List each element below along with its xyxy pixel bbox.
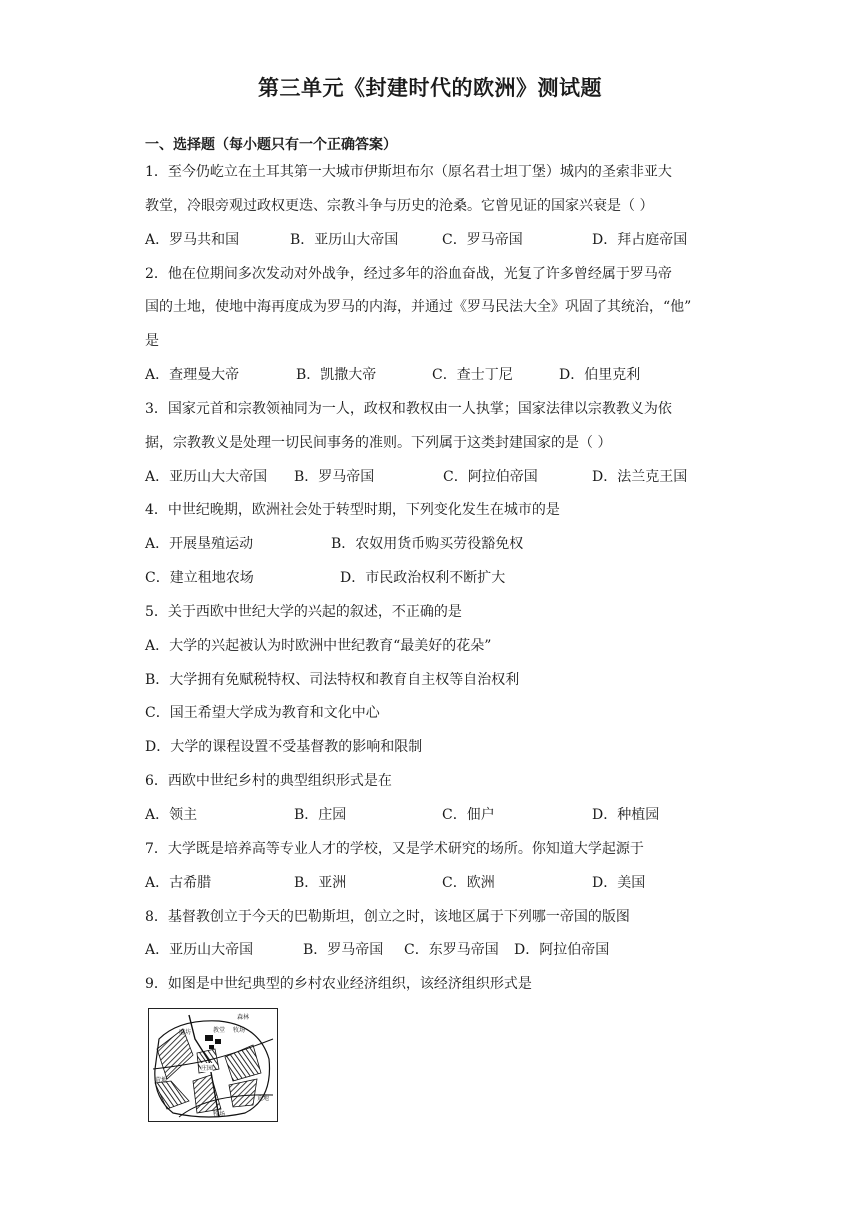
question-4-option-d[interactable]: D．市民政治权利不断扩大 xyxy=(340,570,506,586)
question-6-option-b[interactable]: B．庄园 xyxy=(294,807,347,823)
question-6-option-a[interactable]: A．领主 xyxy=(145,807,198,823)
question-2-line-2: 国的土地，使地中海再度成为罗马的内海，并通过《罗马民法大全》巩固了其统治，“他” xyxy=(145,299,692,315)
question-7-line-1: 7．大学既是培养高等专业人才的学校，又是学术研究的场所。你知道大学起源于 xyxy=(145,841,644,857)
question-8-option-a[interactable]: A．亚历山大帝国 xyxy=(145,942,254,958)
question-1-line-2: 教堂，冷眼旁观过政权更迭、宗教斗争与历史的沧桑。它曾见证的国家兴衰是（ ） xyxy=(145,198,654,214)
question-7-option-b[interactable]: B．亚洲 xyxy=(294,875,347,891)
question-3-option-d[interactable]: D．法兰克王国 xyxy=(592,469,688,485)
map-label-church: 教堂 xyxy=(213,1027,226,1034)
section-heading: 一、选择题（每小题只有一个正确答案） xyxy=(145,137,397,153)
question-3-option-c[interactable]: C．阿拉伯帝国 xyxy=(443,469,538,485)
question-3-option-a[interactable]: A．亚历山大大帝国 xyxy=(145,469,268,485)
question-3-line-2: 据，宗教教义是处理一切民间事务的准则。下列属于这类封建国家的是（ ） xyxy=(145,435,612,451)
map-label-mill: 磨坊 xyxy=(179,1029,192,1036)
question-1-line-1: 1．至今仍屹立在土耳其第一大城市伊斯坦布尔（原名君士坦丁堡）城内的圣索非亚大 xyxy=(145,164,672,180)
question-1-option-d[interactable]: D．拜占庭帝国 xyxy=(592,232,688,248)
question-2-line-1: 2．他在位期间多次发动对外战争，经过多年的浴血奋战，光复了许多曾经属于罗马帝 xyxy=(145,266,672,282)
question-3-option-b[interactable]: B．罗马帝国 xyxy=(294,469,375,485)
question-5-option-a[interactable]: A．大学的兴起被认为时欧洲中世纪教育“最美好的花朵” xyxy=(145,638,492,654)
question-1-options xyxy=(145,231,725,249)
question-6-line-1: 6．西欧中世纪乡村的典型组织形式是在 xyxy=(145,773,392,789)
question-4-line-1: 4．中世纪晚期，欧洲社会处于转型时期，下列变化发生在城市的是 xyxy=(145,502,560,518)
question-8-option-c[interactable]: C．东罗马帝国 xyxy=(404,942,499,958)
map-label-manor: 庄园 xyxy=(201,1065,214,1072)
question-4-option-c[interactable]: C．建立租地农场 xyxy=(145,570,254,586)
question-9-line-1: 9．如图是中世纪典型的乡村农业经济组织，该经济组织形式是 xyxy=(145,976,532,992)
question-1-option-c[interactable]: C．罗马帝国 xyxy=(442,232,523,248)
question-5-option-d[interactable]: D．大学的课程设置不受基督教的影响和限制 xyxy=(145,739,423,755)
question-2-option-d[interactable]: D．伯里克利 xyxy=(559,367,641,383)
question-7-options xyxy=(145,874,725,892)
question-5-option-b[interactable]: B．大学拥有免赋税特权、司法特权和教育自主权等自治权利 xyxy=(145,672,520,688)
question-7-option-d[interactable]: D．美国 xyxy=(592,875,646,891)
question-1-option-b[interactable]: B．亚历山大帝国 xyxy=(290,232,399,248)
question-2-option-c[interactable]: C．查士丁尼 xyxy=(432,367,513,383)
question-4-option-a[interactable]: A．开展垦殖运动 xyxy=(145,536,254,552)
question-1-option-a[interactable]: A．罗马共和国 xyxy=(145,232,240,248)
question-7-option-a[interactable]: A．古希腊 xyxy=(145,875,212,891)
question-2-option-a[interactable]: A．查理曼大帝 xyxy=(145,367,240,383)
question-3-options xyxy=(145,468,725,486)
question-8-option-d[interactable]: D．阿拉伯帝国 xyxy=(514,942,610,958)
question-2-options xyxy=(145,366,725,384)
question-4-option-b[interactable]: B．农奴用货币购买劳役豁免权 xyxy=(331,536,524,552)
question-6-option-d[interactable]: D．种植园 xyxy=(592,807,660,823)
question-5-line-1: 5．关于西欧中世纪大学的兴起的叙述，不正确的是 xyxy=(145,604,462,620)
question-3-line-1: 3．国家元首和宗教领袖同为一人，政权和教权由一人执掌；国家法律以宗教教义为依 xyxy=(145,401,672,417)
question-6-option-c[interactable]: C．佃户 xyxy=(442,807,495,823)
map-label-forest: 森林 xyxy=(237,1014,250,1021)
page-title: 第三单元《封建时代的欧洲》测试题 xyxy=(258,76,602,100)
question-8-option-b[interactable]: B．罗马帝国 xyxy=(303,942,384,958)
question-4-options-row-2 xyxy=(145,569,725,587)
question-7-option-c[interactable]: C．欧洲 xyxy=(442,875,495,891)
question-4-options-row-1 xyxy=(145,535,725,553)
map-label-pasture-bottom: 牧场 xyxy=(213,1111,226,1118)
question-2-option-b[interactable]: B．凯撒大帝 xyxy=(296,367,377,383)
question-2-line-3: 是 xyxy=(145,333,159,349)
question-8-options xyxy=(145,941,725,959)
map-label-wasteland-left: 荒地 xyxy=(155,1077,168,1084)
map-label-wasteland-right: 荒地 xyxy=(257,1095,270,1102)
question-5-option-c[interactable]: C．国王希望大学成为教育和文化中心 xyxy=(145,705,380,721)
question-8-line-1: 8．基督教创立于今天的巴勒斯坦，创立之时，该地区属于下列哪一帝国的版图 xyxy=(145,909,630,925)
question-6-options xyxy=(145,806,725,824)
map-label-pasture-top: 牧场 xyxy=(233,1027,246,1034)
manor-map-figure xyxy=(148,1008,278,1122)
